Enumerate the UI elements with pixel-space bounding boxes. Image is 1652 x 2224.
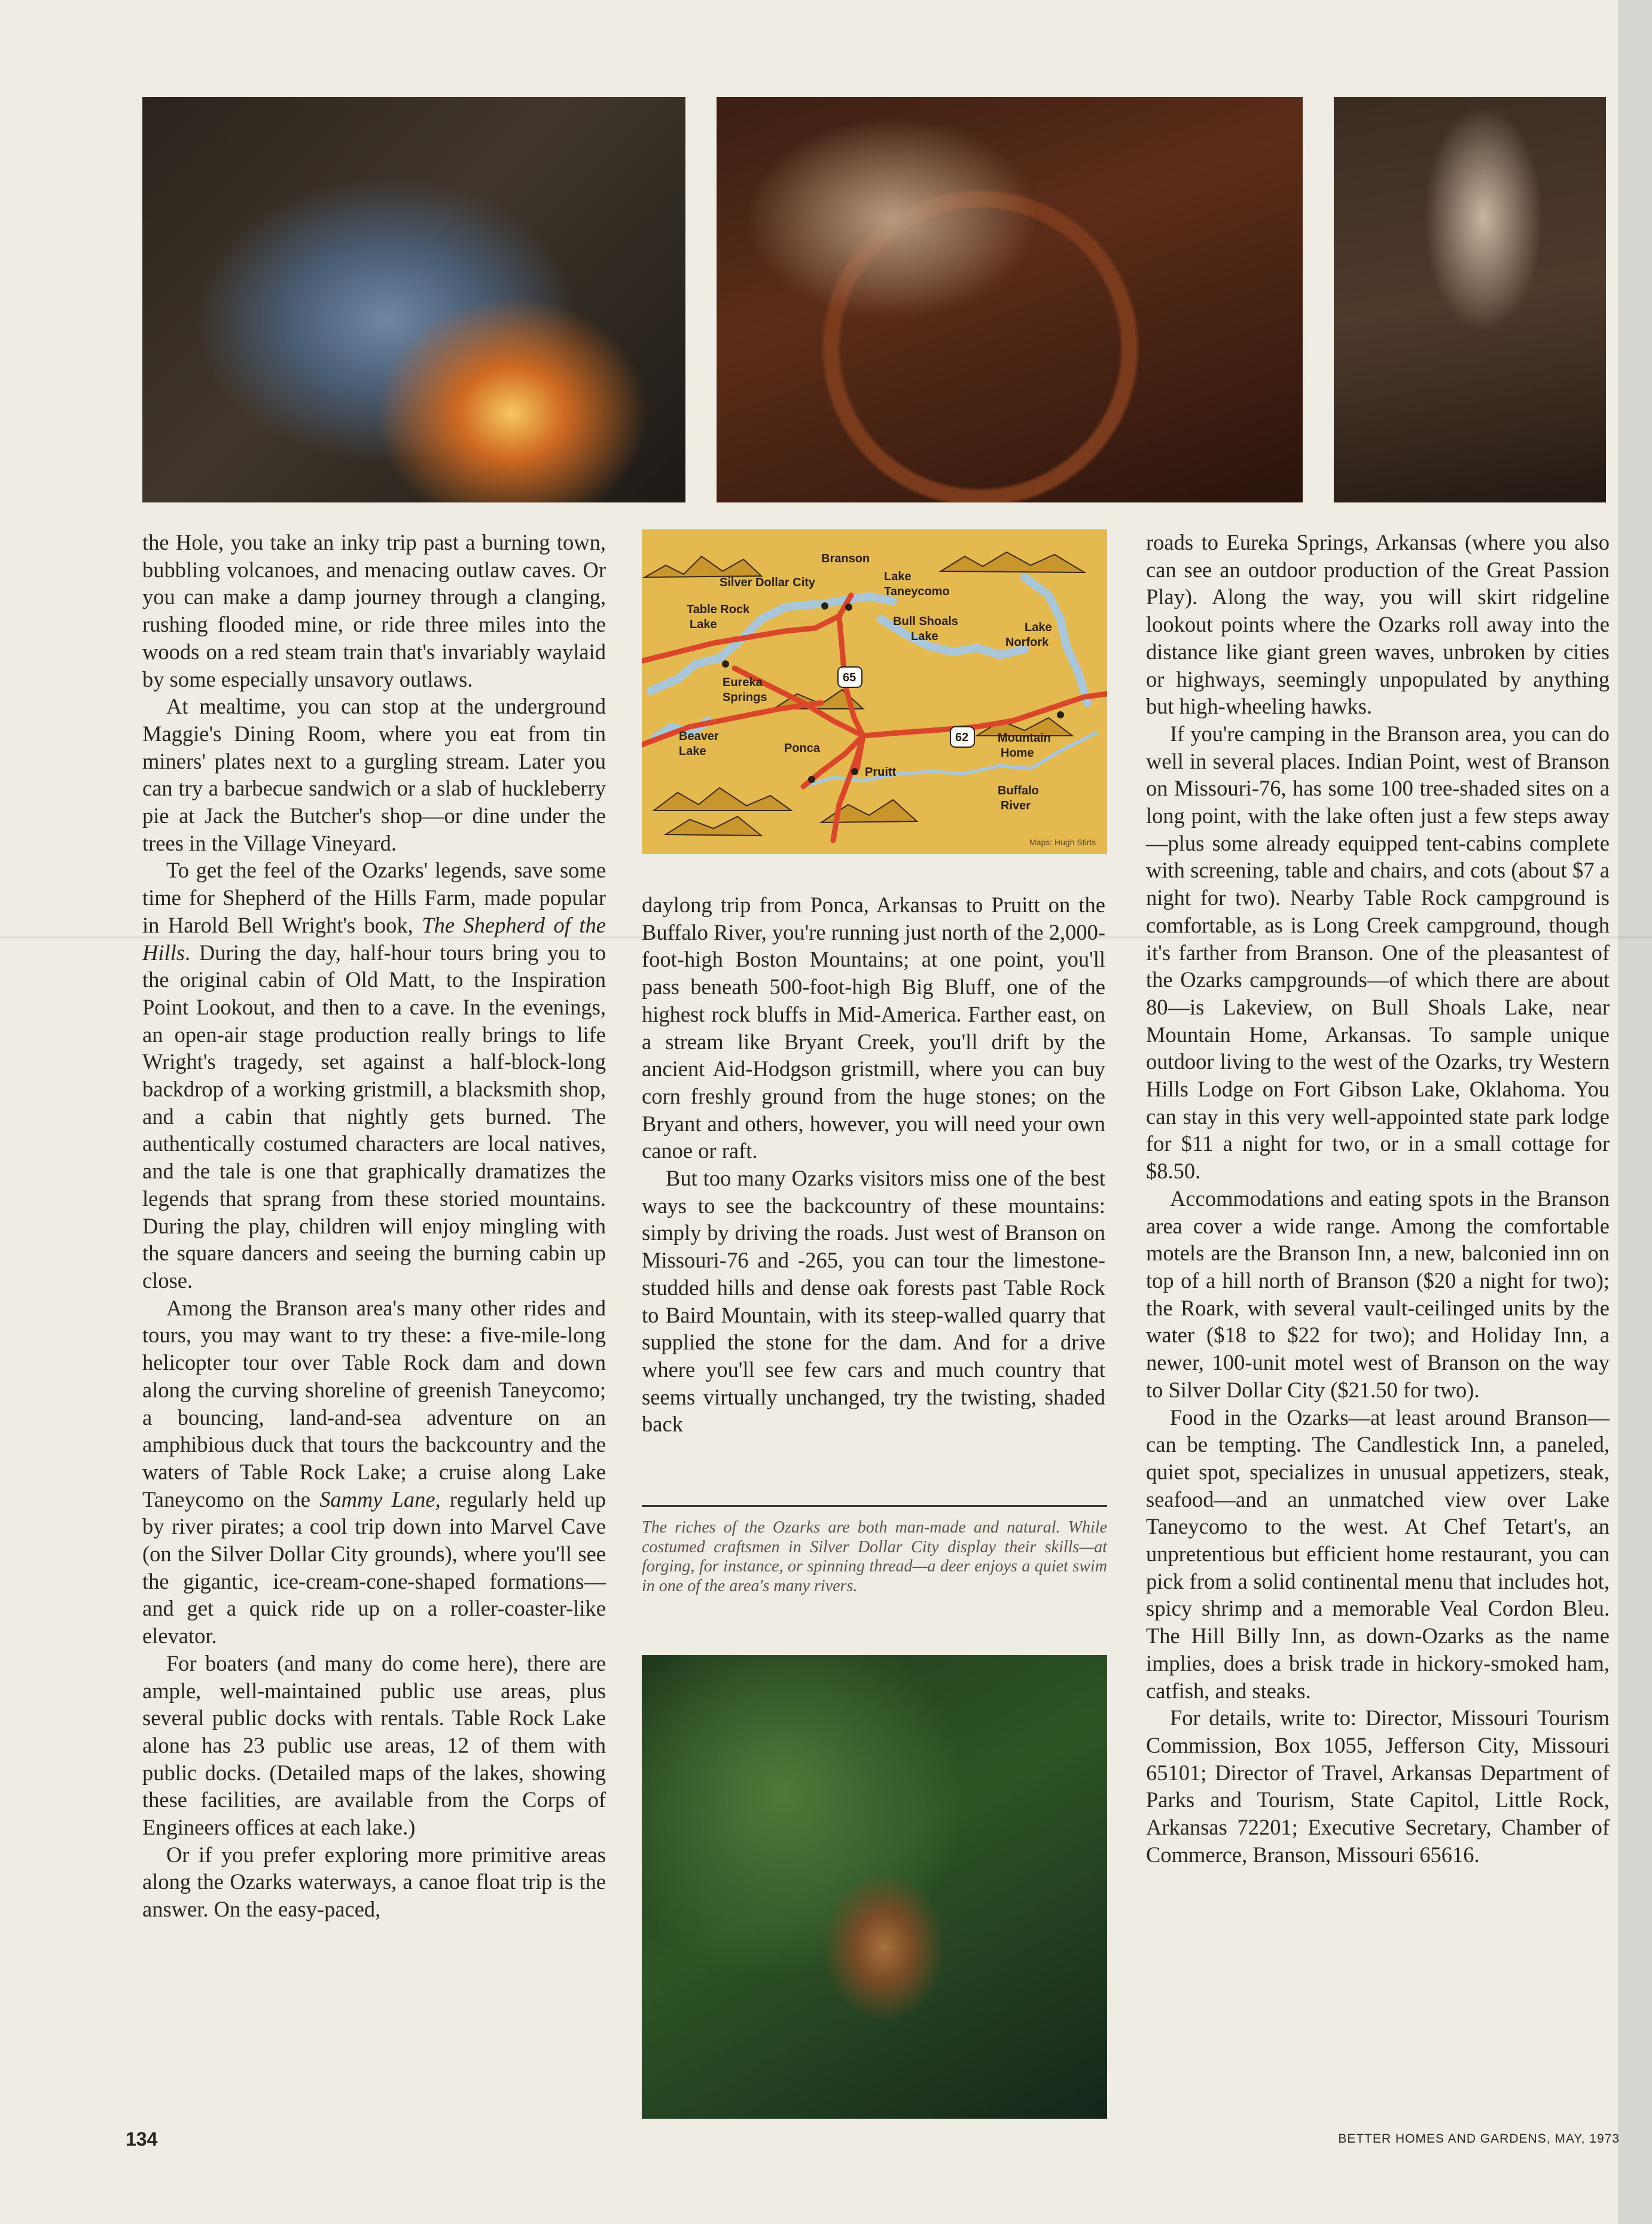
ozarks-map bbox=[642, 529, 1107, 854]
map-label-table-rock: Table Rock bbox=[687, 603, 750, 616]
mountain-shape bbox=[941, 552, 1084, 572]
paragraph: Or if you prefer exploring more primitive areas along the Ozarks waterways, a canoe float trip is the answer. On the easy-paced, bbox=[142, 1842, 606, 1922]
paragraph: If you're camping in the Branson area, you can do well in several places. Indian Point, west of Branson on Missouri-76, has some 100 tree-shaded sites on a long point, with the lake often just a few steps away—plus some already equipped tent-cabins complete with screening, table and chairs, and cots (about $7 a night for two). Nearby Table Rock campground is comfortable, as is Long Creek campground, though it's farther from Branson. One of the pleasantest of the Ozarks campgrounds—of which there are about 80—is Lakeview, on Bull Shoals Lake, near Mountain Home, Arkansas. To sample unique outdoor living to the west of the Ozarks, try Western Hills Lodge on Fort Gibson Lake, Oklahoma. You can stay in this very well-appointed state park lodge for $11 a night for two, or in a small cottage for $8.50. bbox=[1146, 721, 1610, 1184]
lake-taneycomo bbox=[821, 596, 893, 604]
photo-weaver bbox=[1334, 97, 1606, 502]
map-label-springs: Springs bbox=[723, 691, 767, 704]
map-label-beaver: Beaver bbox=[679, 730, 719, 743]
page-number: 134 bbox=[126, 2128, 158, 2150]
paragraph: roads to Eureka Springs, Arkansas (where you also can see an outdoor production of the Great Passion Play). Along the way, you will skirt ridgeline lookout points where the Ozarks roll away into the distance like giant green waves, unbroken by cities or highways, seemingly unpopulated by anything but high-wheeling hawks. bbox=[1146, 530, 1610, 719]
book-title: The Shepherd of the Hills bbox=[142, 912, 606, 965]
town-dot bbox=[821, 602, 828, 610]
town-dot bbox=[1057, 711, 1064, 718]
map-label-eureka: Eureka bbox=[723, 676, 763, 689]
paragraph bbox=[142, 1294, 606, 1650]
page-edge bbox=[1618, 0, 1652, 2224]
map-label-buffalo: Buffalo bbox=[998, 784, 1039, 797]
right-column bbox=[1146, 529, 1610, 1868]
map-label-home: Home bbox=[1001, 747, 1034, 760]
town-dot bbox=[808, 776, 815, 783]
map-label-river: River bbox=[1001, 799, 1031, 812]
map-label-norfork: Norfork bbox=[1005, 636, 1049, 649]
paragraph: At mealtime, you can stop at the underground Maggie's Dining Room, where you eat from tin miners' plates next to a gurgling stream. Later you can try a barbecue sandwich or a slab of huckleberry pie at Jack the Butcher's shop—or dine under the trees in the Village Vineyard. bbox=[142, 694, 606, 855]
boat-name: Sammy Lane, bbox=[319, 1486, 441, 1512]
map-label-lake-norfork: Lake bbox=[1025, 621, 1052, 634]
paragraph: For boaters (and many do come here), there are ample, well-maintained public use areas, plus several public docks with rentals. Table Rock Lake alone has 23 public use areas, 12 of them with public docks. (Detailed maps of the lakes, showing these facilities, are available from the Corps of Engineers offices at each lake.) bbox=[142, 1650, 606, 1840]
middle-column bbox=[642, 891, 1105, 1438]
map-label-beaver-lake: Lake bbox=[679, 745, 706, 758]
map-label-bull-shoals-lake: Lake bbox=[911, 630, 938, 643]
map-label-lake: Lake bbox=[884, 570, 912, 583]
mountain-shape bbox=[654, 788, 791, 811]
map-label-route-62: 62 bbox=[955, 731, 969, 744]
map-label-ponca: Ponca bbox=[784, 742, 821, 755]
map-label-branson: Branson bbox=[821, 552, 870, 565]
map-label-taneycomo: Taneycomo bbox=[884, 585, 950, 598]
text-run: To get the feel of the Ozarks' legends, save some time for Shepherd of the Hills Farm, made popular in Harold Bell Wright's book, bbox=[142, 858, 606, 937]
town-dot bbox=[851, 768, 858, 775]
left-column bbox=[142, 529, 606, 1923]
map-label-pruitt: Pruitt bbox=[865, 766, 897, 779]
text-run: . During the day, half-hour tours bring you to the original cabin of Old Matt, to the Inspiration Point Lookout, and then to a cave. In the evenings, an open-air stage production really brings to life Wright's tragedy, set against a half-block-long backdrop of a working gristmill, a blacksmith shop, and a cabin that nightly gets burned. The authentically costumed characters are local natives, and the tale is one that graphically dramatizes the legends that sprang from these storied mountains. During the play, children will enjoy mingling with the square dancers and seeing the burning cabin up close. bbox=[142, 940, 606, 1293]
paragraph: For details, write to: Director, Missouri Tourism Commission, Box 1055, Jefferson City, Missouri 65101; Director of Travel, Arkansas Department of Parks and Tourism, State Capitol, Little Rock, Arkansas 72201; Executive Secretary, Chamber of Commerce, Branson, Missouri 65616. bbox=[1146, 1705, 1610, 1867]
paragraph: But too many Ozarks visitors miss one of the best ways to see the backcountry of these mountains: simply by driving the roads. Just west of Branson on Missouri-76 and -265, you can tour the limestone-studded hills and dense oak forests past Table Rock to Baird Mountain, with its steep-walled quarry that supplied the stone for the dam. And for a drive where you'll see few cars and much country that seems virtually unchanged, try the twisting, shaded back bbox=[642, 1166, 1105, 1437]
map-credit: Maps: Hugh Stirts bbox=[1029, 837, 1096, 847]
photo-spinning-wheel bbox=[717, 97, 1303, 502]
photo-caption: The riches of the Ozarks are both man-made and natural. While costumed craftsmen in Silver Dollar City display their skills—at forging, for instance, or spinning thread—a deer enjoys a quiet swim in one of the area's many rivers. bbox=[642, 1518, 1107, 1595]
mountain-shape bbox=[645, 556, 761, 577]
text-run: regularly held up by river pirates; a cool trip down into Marvel Cave (on the Silver Dollar City grounds), where you'll see the gigantic, ice-cream-cone-shaped formations—and get a quick ride up on a roller-coaster-like elevator. bbox=[142, 1486, 606, 1649]
photo-blacksmith bbox=[142, 97, 685, 502]
paragraph: daylong trip from Ponca, Arkansas to Pruitt on the Buffalo River, you're running just north of the 2,000-foot-high Boston Mountains; at one point, you'll pass beneath 500-foot-high Big Bluff, one of the highest rock bluffs in Mid-America. Farther east, on a stream like Bryant Creek, you'll drift by the ancient Aid-Hodgson gristmill, where you can buy corn freshly ground from the huge stones; on the Bryant and others, however, you will need your own canoe or raft. bbox=[642, 892, 1105, 1163]
town-dot bbox=[845, 604, 852, 611]
paragraph bbox=[142, 857, 606, 1294]
map-label-table-rock-lake: Lake bbox=[690, 618, 717, 631]
caption-rule bbox=[642, 1505, 1107, 1507]
map-label-bull-shoals: Bull Shoals bbox=[893, 615, 958, 628]
paragraph: the Hole, you take an inky trip past a burning town, bubbling volcanoes, and menacing outlaw caves. Or you can make a damp journey through a clanging, rushing flooded mine, or ride three miles into the woods on a red steam train that's invariably waylaid by some especially unsavory outlaws. bbox=[142, 530, 606, 691]
magazine-credit: BETTER HOMES AND GARDENS, MAY, 1973 bbox=[1338, 2132, 1620, 2146]
mountain-shape bbox=[666, 817, 761, 836]
paragraph: Accommodations and eating spots in the Branson area cover a wide range. Among the comfortable motels are the Branson Inn, a new, balconied inn on top of a hill north of Branson ($20 a night for two); the Roark, with several vault-ceilinged units by the water ($18 to $22 for two); and Holiday Inn, a newer, 100-unit motel west of Branson on the way to Silver Dollar City ($21.50 for two). bbox=[1146, 1186, 1610, 1402]
town-dot bbox=[722, 660, 729, 668]
map-label-mountain: Mountain bbox=[998, 732, 1051, 745]
paragraph: Food in the Ozarks—at least around Branson—can be tempting. The Candlestick Inn, a paneled, quiet spot, specializes in unusual appetizers, steak, seafood—and an unmatched view over Lake Taneycomo to the west. At Chef Tetart's, an unpretentious but efficient home restaurant, you can pick from a solid continental menu that includes hot, spicy shrimp and a memorable Veal Cordon Bleu. The Hill Billy Inn, as down-Ozarks as the name implies, does a brisk trade in hickory-smoked ham, catfish, and steaks. bbox=[1146, 1405, 1610, 1703]
map-label-silver-dollar-city: Silver Dollar City bbox=[720, 576, 816, 589]
map-label-route-65: 65 bbox=[843, 671, 857, 684]
photo-deer bbox=[642, 1655, 1107, 2119]
text-run: Among the Branson area's many other rides and tours, you may want to try these: a five-mile-long helicopter tour over Table Rock dam and down along the curving shoreline of greenish Taneycomo; a bouncing, land-and-sea adventure on an amphibious duck that tours the backcountry and the waters of Table Rock Lake; a cruise along Lake Taneycomo on the bbox=[142, 1295, 606, 1512]
